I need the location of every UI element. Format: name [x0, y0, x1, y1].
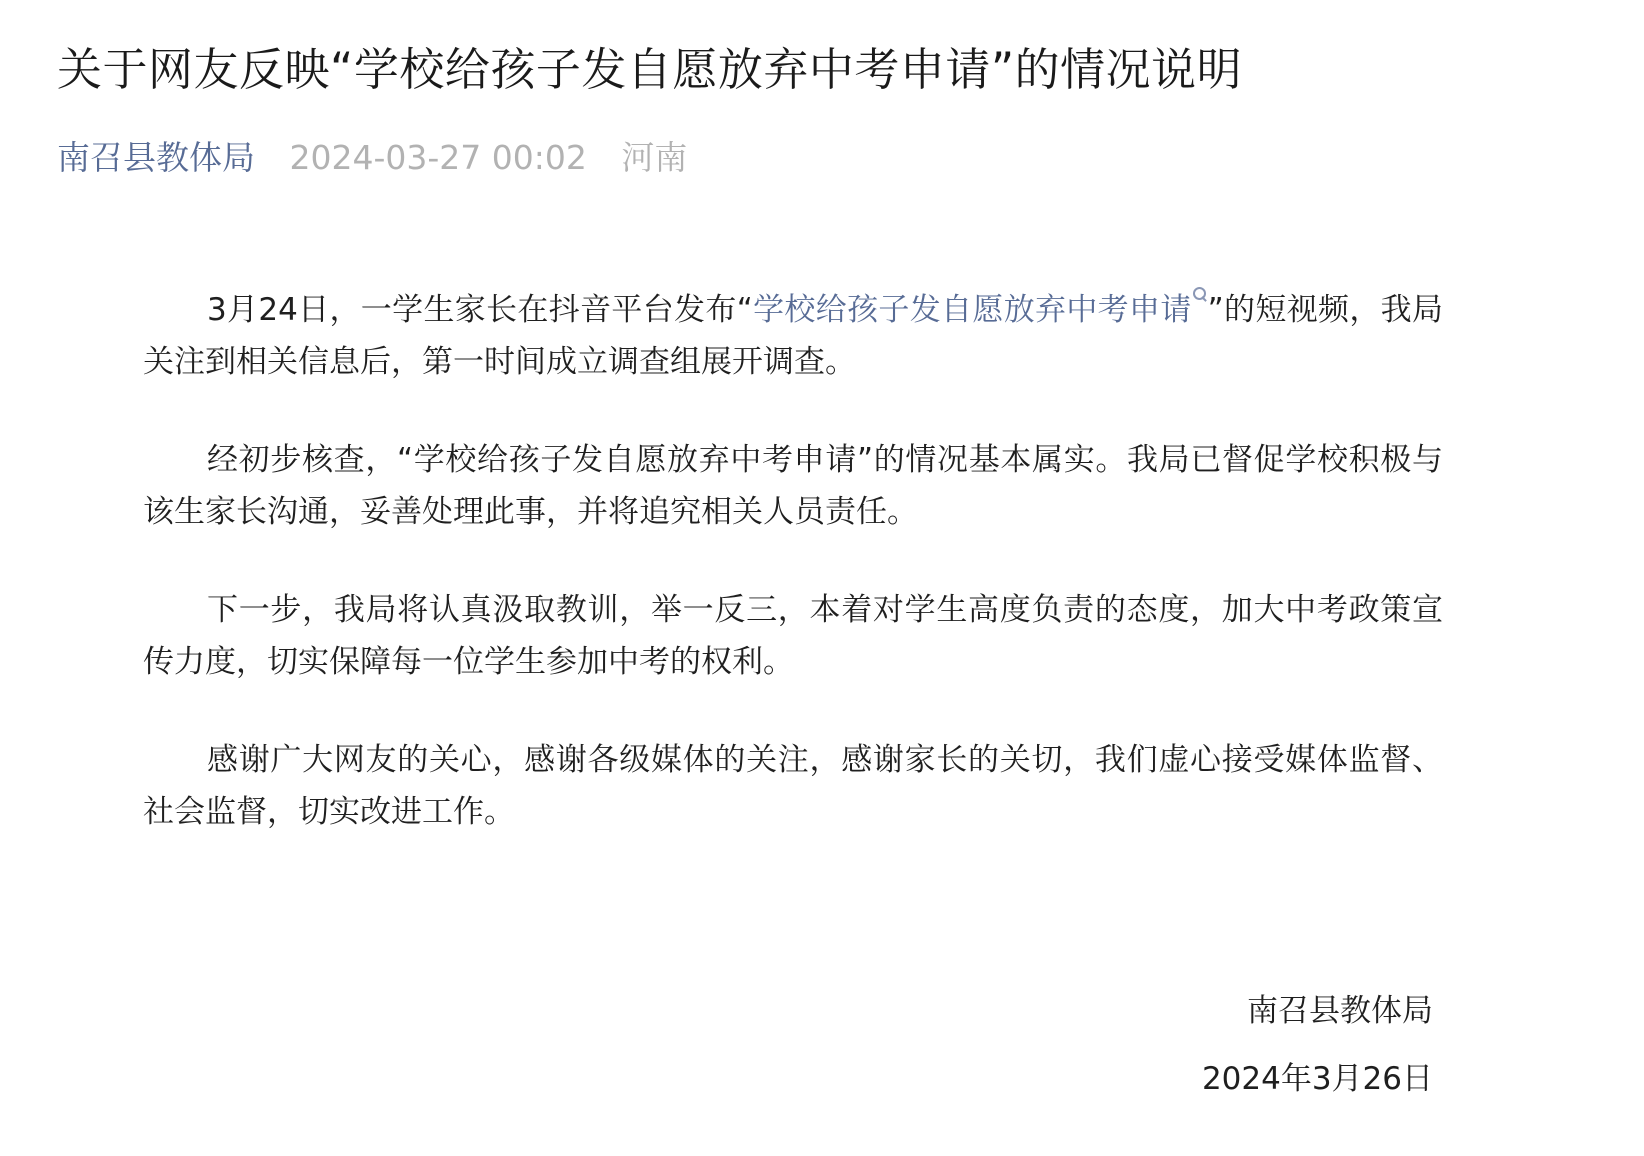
paragraph-1-text-after: ”的短视频，我局关注到相关信息后，第一时间成立调查组展开调查。 — [143, 292, 1443, 380]
article-body — [143, 284, 1443, 884]
signature-org: 南召县教体局 — [1247, 993, 1433, 1029]
article-title: 关于网友反映“学校给孩子发自愿放弃中考申请”的情况说明 — [57, 43, 1243, 96]
paragraph-2: 经初步核查，“学校给孩子发自愿放弃中考申请”的情况基本属实。我局已督促学校积极与该生家长沟通，妥善处理此事，并将追究相关人员责任。 — [143, 442, 1443, 530]
author-link[interactable]: 南召县教体局 — [57, 138, 255, 177]
signature — [1202, 985, 1433, 1105]
paragraph-1 — [143, 284, 1443, 388]
publish-date: 2024-03-27 00:02 — [289, 138, 587, 177]
paragraph-3: 下一步，我局将认真汲取教训，举一反三，本着对学生高度负责的态度，加大中考政策宣传力度，切实保障每一位学生参加中考的权利。 — [143, 592, 1443, 680]
paragraph-1-text-before: 3月24日，一学生家长在抖音平台发布“ — [207, 292, 753, 328]
article-meta — [57, 134, 687, 182]
paragraph-4: 感谢广大网友的关心，感谢各级媒体的关注，感谢家长的关切，我们虚心接受媒体监督、社会监督，切实改进工作。 — [143, 742, 1443, 830]
search-icon[interactable] — [1192, 286, 1208, 306]
search-keyword-link[interactable] — [753, 292, 1208, 328]
search-keyword-text: 学校给孩子发自愿放弃中考申请 — [752, 292, 1192, 328]
signature-date: 2024年3月26日 — [1201, 1061, 1433, 1097]
publish-region: 河南 — [621, 138, 688, 177]
